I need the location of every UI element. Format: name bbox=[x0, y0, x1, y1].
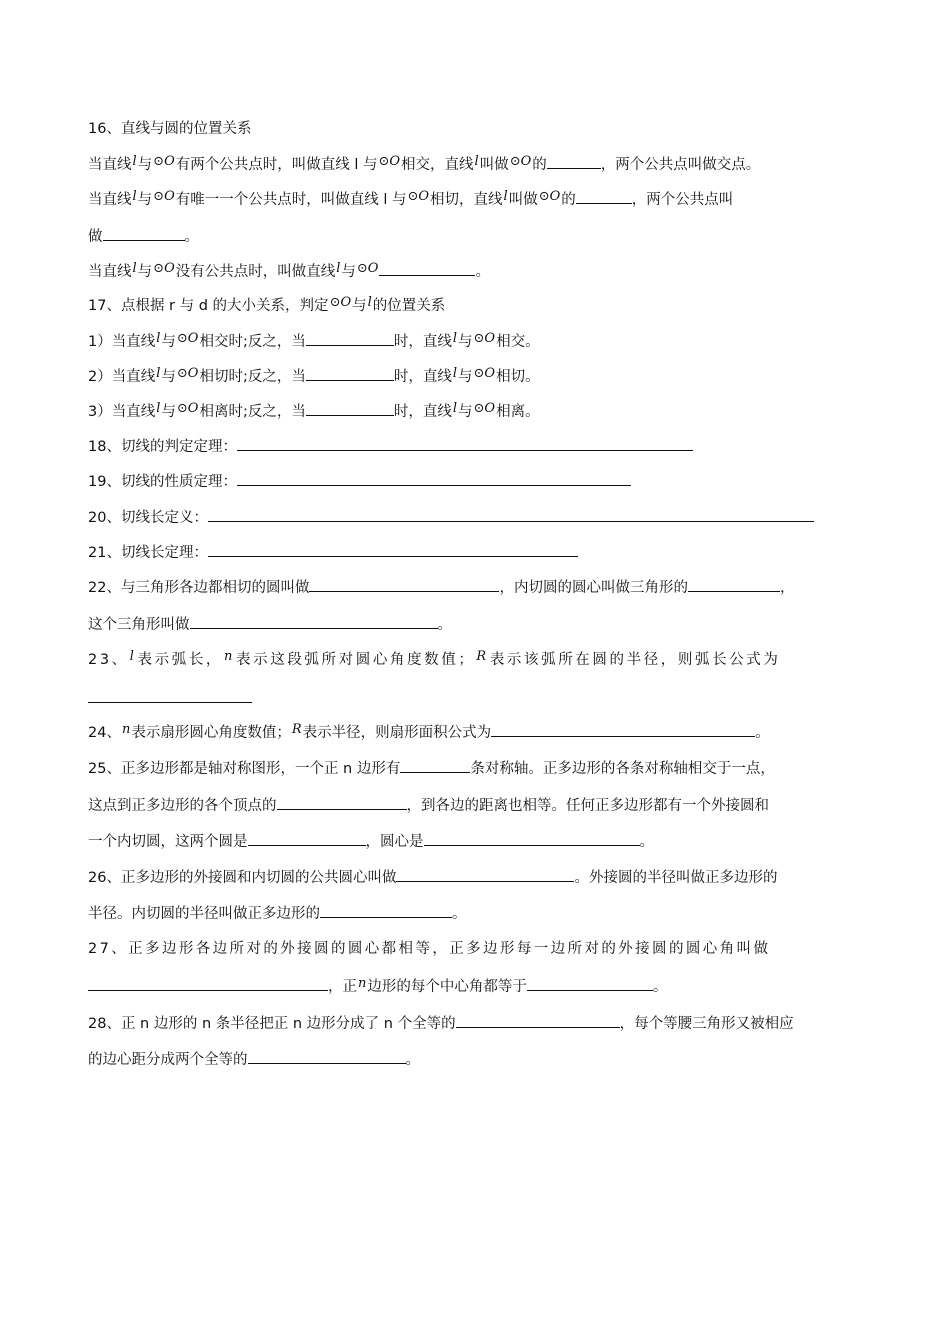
text-segment: 的 bbox=[561, 192, 576, 208]
text-segment: 当直线 bbox=[88, 157, 132, 173]
text-segment: 的边心距分成两个全等的 bbox=[88, 1052, 248, 1068]
text-segment: 这点到正多边形的各个顶点的 bbox=[88, 798, 277, 814]
text-segment: 20、切线长定义： bbox=[88, 510, 208, 526]
text-segment: 2）当直线 bbox=[88, 369, 156, 385]
answer-blank[interactable] bbox=[248, 831, 366, 846]
text-segment: 表示弧长， bbox=[137, 652, 224, 668]
text-segment: 叫做 bbox=[479, 157, 509, 173]
q16-line-2 bbox=[88, 189, 733, 211]
q23-line-1 bbox=[88, 650, 781, 671]
text-segment: ，两个公共点叫 bbox=[631, 192, 734, 208]
text-segment: 18、切线的判定定理： bbox=[88, 439, 237, 455]
math-l: l bbox=[474, 154, 479, 169]
q22-line-2 bbox=[88, 614, 452, 635]
text-segment: 与 bbox=[161, 369, 176, 385]
q19 bbox=[88, 471, 631, 492]
answer-blank[interactable] bbox=[306, 401, 394, 416]
answer-blank[interactable] bbox=[306, 331, 394, 346]
answer-blank[interactable] bbox=[237, 436, 693, 451]
text-segment: 与 bbox=[458, 369, 473, 385]
text-segment: 。 bbox=[184, 229, 199, 245]
text-segment: 条对称轴。正多边形的各条对称轴相交于一点， bbox=[470, 761, 775, 777]
text-segment: 21、切线长定理： bbox=[88, 545, 208, 561]
text-segment: 3）当直线 bbox=[88, 404, 156, 420]
answer-blank[interactable] bbox=[277, 795, 407, 810]
text-segment: 边形的每个中心角都等于 bbox=[367, 979, 527, 995]
math-circle-o: ⊙O bbox=[509, 154, 532, 169]
text-segment: R bbox=[291, 722, 302, 737]
q27-line-2 bbox=[88, 976, 667, 998]
text-segment: 没有公共点时，叫做直线 bbox=[175, 264, 336, 280]
text-segment: 与 bbox=[161, 404, 176, 420]
text-segment: 25、正多边形都是轴对称图形，一个正 n 边形有 bbox=[88, 761, 401, 777]
text-segment: l bbox=[156, 366, 161, 381]
answer-blank[interactable] bbox=[379, 261, 475, 276]
text-segment: 。 bbox=[639, 834, 654, 850]
answer-blank[interactable] bbox=[576, 189, 632, 204]
text-segment: ⊙O bbox=[176, 401, 199, 416]
text-segment: ， bbox=[779, 580, 795, 596]
answer-blank[interactable] bbox=[491, 722, 755, 737]
math-circle-o: ⊙O bbox=[153, 189, 175, 204]
text-segment: l bbox=[452, 331, 458, 346]
text-segment: 表示扇形圆心角度数值； bbox=[131, 725, 291, 741]
text-segment: ，到各边的距离也相等。任何正多边形都有一个外接圆和 bbox=[406, 798, 769, 814]
q23-line-2 bbox=[88, 688, 252, 709]
q17-item-2 bbox=[88, 366, 540, 388]
q25-line-2 bbox=[88, 795, 769, 816]
text-segment: 与 bbox=[137, 264, 153, 280]
answer-blank[interactable] bbox=[248, 1049, 406, 1064]
text-segment: 有唯一一个公共点时，叫做直线 l 与 bbox=[175, 192, 407, 208]
q27-line-1 bbox=[88, 939, 770, 959]
text-segment: ⊙O bbox=[176, 331, 199, 346]
text-segment: R bbox=[476, 649, 489, 664]
text-segment: 半径。内切圆的半径叫做正多边形的 bbox=[88, 906, 320, 922]
text-segment: 17、点根据 r 与 d 的大小关系，判定 bbox=[88, 298, 329, 314]
math-circle-o: ⊙O bbox=[153, 261, 175, 276]
text-segment: ⊙O bbox=[473, 331, 496, 346]
text-segment: 与 bbox=[352, 298, 367, 314]
math-l: l bbox=[367, 295, 372, 310]
text-segment: 相切。 bbox=[496, 369, 540, 385]
q17-item-3 bbox=[88, 401, 540, 423]
text-segment: 时，直线 bbox=[393, 369, 452, 385]
text-segment: 相切，直线 bbox=[430, 192, 503, 208]
q18 bbox=[88, 436, 693, 457]
text-segment: 。 bbox=[405, 1052, 420, 1068]
text-segment: 相交。 bbox=[496, 334, 540, 350]
text-segment: 28、正 n 边形的 n 条半径把正 n 边形分成了 n 个全等的 bbox=[88, 1016, 456, 1032]
text-segment: 表示半径，则扇形面积公式为 bbox=[302, 725, 492, 741]
text-segment: 有两个公共点时，叫做直线 l 与 bbox=[175, 157, 378, 173]
text-segment: 与 bbox=[458, 334, 473, 350]
text-segment: 相离。 bbox=[496, 404, 540, 420]
q25-line-1 bbox=[88, 758, 775, 779]
math-circle-o: ⊙O bbox=[407, 189, 430, 204]
text-segment: l bbox=[452, 401, 458, 416]
text-segment: 相切时;反之，当 bbox=[199, 369, 306, 385]
text-segment: 。 bbox=[452, 906, 467, 922]
math-l: l bbox=[132, 261, 137, 276]
text-segment: 1）当直线 bbox=[88, 334, 156, 350]
q16-line-4 bbox=[88, 261, 490, 283]
q16-title bbox=[88, 119, 251, 139]
text-segment: l bbox=[156, 331, 161, 346]
q21 bbox=[88, 542, 578, 563]
text-segment: ，内切圆的圆心叫做三角形的 bbox=[499, 580, 688, 596]
math-l: l bbox=[132, 189, 137, 204]
answer-blank[interactable] bbox=[527, 976, 653, 991]
q17-item-1 bbox=[88, 331, 540, 353]
text-segment: 。 bbox=[755, 725, 770, 741]
text-segment: 当直线 bbox=[88, 264, 132, 280]
text-segment: 。 bbox=[437, 617, 452, 633]
text-segment: ，每个等腰三角形又被相应 bbox=[619, 1016, 794, 1032]
text-segment: n bbox=[121, 722, 131, 737]
text-segment: 27、正多边形各边所对的外接圆的圆心都相等，正多边形每一边所对的外接圆的圆心角叫做 bbox=[88, 941, 771, 957]
text-segment: 26、正多边形的外接圆和内切圆的公共圆心叫做 bbox=[88, 870, 397, 886]
text-segment: ⊙O bbox=[473, 401, 496, 416]
math-circle-o: ⊙O bbox=[356, 261, 379, 276]
q28-line-1 bbox=[88, 1013, 794, 1034]
text-segment: 16、直线与圆的位置关系 bbox=[88, 121, 252, 137]
text-segment: 表示这段弧所对圆心角度数值； bbox=[236, 652, 476, 668]
text-segment: 的 bbox=[532, 157, 547, 173]
q24 bbox=[88, 722, 770, 744]
text-segment: 与 bbox=[458, 404, 473, 420]
math-circle-o: ⊙O bbox=[329, 295, 352, 310]
text-segment: 时，直线 bbox=[393, 334, 452, 350]
text-segment: 一个内切圆，这两个圆是 bbox=[88, 834, 248, 850]
text-segment: 与 bbox=[161, 334, 176, 350]
answer-blank[interactable] bbox=[306, 366, 394, 381]
q17-title bbox=[88, 296, 445, 317]
text-segment: 相交时;反之，当 bbox=[199, 334, 306, 350]
answer-blank[interactable] bbox=[88, 688, 252, 703]
text-segment: l bbox=[452, 366, 458, 381]
q26-line-1 bbox=[88, 867, 777, 888]
answer-blank[interactable] bbox=[396, 867, 574, 882]
answer-blank[interactable] bbox=[400, 758, 470, 773]
q20 bbox=[88, 507, 814, 528]
answer-blank[interactable] bbox=[208, 507, 814, 522]
answer-blank[interactable] bbox=[547, 154, 601, 169]
text-segment: 的位置关系 bbox=[372, 298, 446, 314]
answer-blank[interactable] bbox=[424, 831, 640, 846]
answer-blank[interactable] bbox=[688, 577, 780, 592]
text-segment: l bbox=[156, 401, 161, 416]
text-segment: 叫做 bbox=[508, 192, 538, 208]
text-segment: 22、与三角形各边都相切的圆叫做 bbox=[88, 580, 310, 596]
math-l: l bbox=[336, 261, 341, 276]
text-segment: 相离时;反之，当 bbox=[199, 404, 306, 420]
answer-blank[interactable] bbox=[190, 614, 438, 629]
text-segment: 。 bbox=[652, 979, 668, 995]
answer-blank[interactable] bbox=[237, 471, 631, 486]
answer-blank[interactable] bbox=[309, 577, 499, 592]
q26-line-2 bbox=[88, 903, 467, 924]
text-segment: ⊙O bbox=[176, 366, 199, 381]
text-segment: ，圆心是 bbox=[365, 834, 424, 850]
answer-blank[interactable] bbox=[103, 226, 185, 241]
text-segment: 与 bbox=[341, 264, 356, 280]
text-segment: 时，直线 bbox=[393, 404, 452, 420]
math-circle-o: ⊙O bbox=[153, 154, 175, 169]
text-segment: 23、 bbox=[88, 652, 129, 668]
text-segment: 这个三角形叫做 bbox=[88, 617, 190, 633]
text-segment: 当直线 bbox=[88, 192, 132, 208]
q28-line-2 bbox=[88, 1049, 420, 1070]
text-segment: 24、 bbox=[88, 725, 121, 741]
text-segment: ，两个公共点叫做交点。 bbox=[600, 157, 761, 173]
answer-blank[interactable] bbox=[208, 542, 578, 557]
math-l: l bbox=[503, 189, 508, 204]
text-segment: l bbox=[129, 649, 137, 664]
math-circle-o: ⊙O bbox=[378, 154, 401, 169]
q22-line-1 bbox=[88, 577, 794, 598]
q16-line-1 bbox=[88, 154, 760, 176]
math-l: l bbox=[132, 154, 137, 169]
text-segment: 做 bbox=[88, 229, 103, 245]
q16-line-3 bbox=[88, 226, 199, 247]
text-segment: 19、切线的性质定理： bbox=[88, 474, 237, 490]
math-circle-o: ⊙O bbox=[538, 189, 561, 204]
answer-blank[interactable] bbox=[88, 976, 328, 991]
text-segment: 与 bbox=[137, 192, 153, 208]
answer-blank[interactable] bbox=[320, 903, 452, 918]
text-segment: n bbox=[224, 649, 236, 664]
text-segment: 相交，直线 bbox=[401, 157, 474, 173]
q25-line-3 bbox=[88, 831, 654, 852]
text-segment: 与 bbox=[137, 157, 153, 173]
text-segment: 表示该弧所在圆的半径，则弧长公式为 bbox=[489, 652, 781, 668]
text-segment: n bbox=[358, 976, 367, 991]
text-segment: ⊙O bbox=[473, 366, 496, 381]
text-segment: 。外接圆的半径叫做正多边形的 bbox=[574, 870, 778, 886]
text-segment: ，正 bbox=[328, 979, 357, 995]
answer-blank[interactable] bbox=[456, 1013, 620, 1028]
text-segment: 。 bbox=[475, 264, 490, 280]
